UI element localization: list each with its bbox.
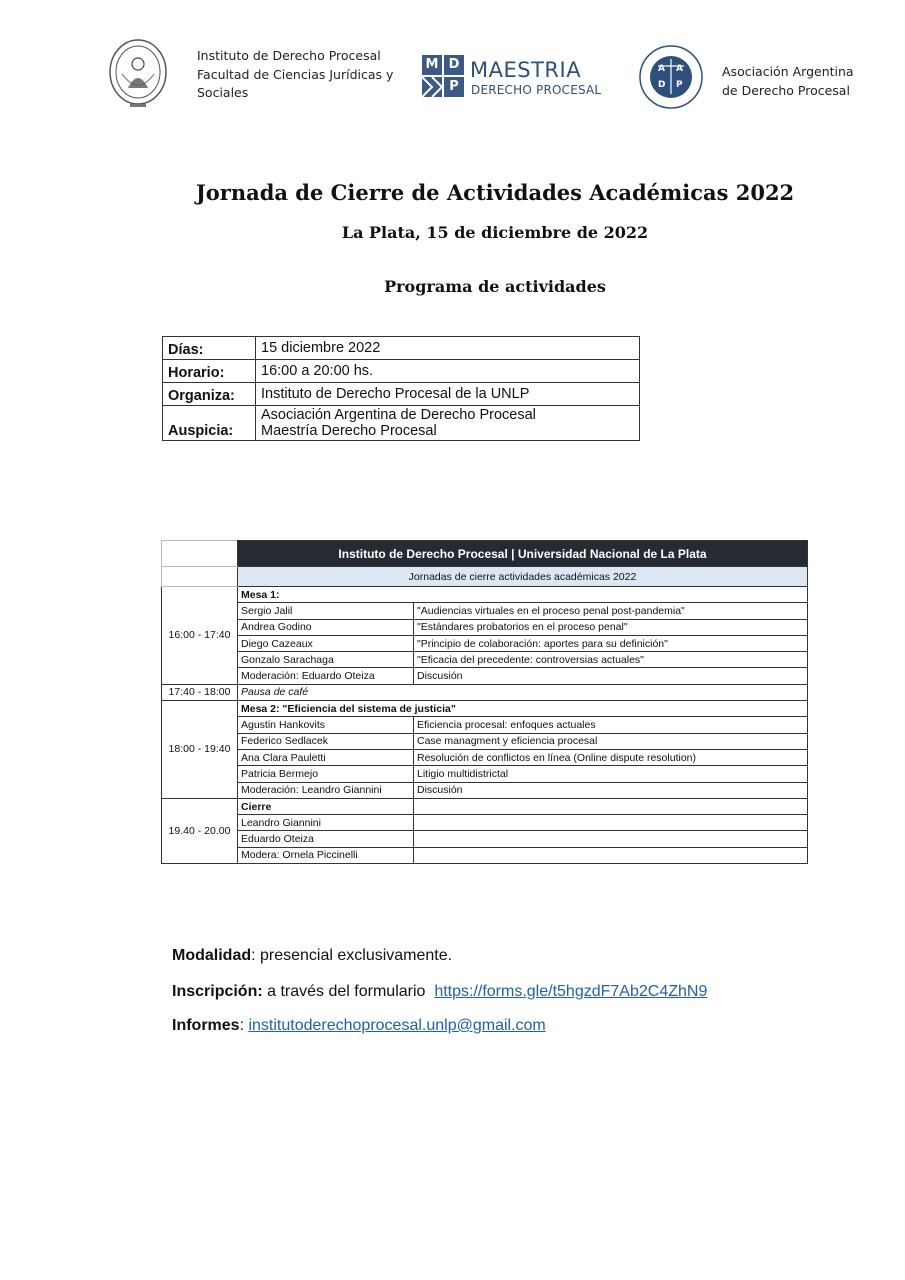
speaker: Patricia Bermejo bbox=[238, 766, 414, 782]
table-row bbox=[162, 766, 808, 782]
association-name: Asociación Argentina de Derecho Procesal bbox=[722, 64, 854, 98]
speaker: Modera: Ornela Piccinelli bbox=[238, 847, 414, 863]
speaker: Diego Cazeaux bbox=[238, 635, 414, 651]
empty-cell bbox=[162, 541, 238, 567]
inscripcion-label: Inscripción: bbox=[172, 983, 263, 1000]
institute-name: Instituto de Derecho Procesal Facultad de Ciencias Jurídicas y Sociales bbox=[197, 48, 394, 100]
page-title: Jornada de Cierre de Actividades Académicas 2022 bbox=[195, 180, 795, 205]
session-title: Mesa 1: bbox=[238, 587, 808, 603]
session-title: Cierre bbox=[238, 798, 414, 814]
table-row bbox=[162, 847, 808, 863]
table-row bbox=[162, 815, 808, 831]
info-row bbox=[163, 337, 640, 360]
seal-letter-p: P bbox=[676, 80, 683, 90]
topic bbox=[414, 831, 808, 847]
speaker: Leandro Giannini bbox=[238, 815, 414, 831]
info-row bbox=[163, 406, 640, 441]
informes-label: Informes bbox=[172, 1017, 240, 1034]
time-slot: 18:00 - 19:40 bbox=[162, 701, 238, 799]
logo-letter-p: P bbox=[444, 77, 464, 97]
speaker: Andrea Godino bbox=[238, 619, 414, 635]
topic: "Estándares probatorios en el proceso penal" bbox=[414, 619, 808, 635]
info-key: Horario: bbox=[163, 360, 256, 383]
topic: Eficiencia procesal: enfoques actuales bbox=[414, 717, 808, 733]
schedule-header: Instituto de Derecho Procesal | Universidad Nacional de La Plata bbox=[238, 541, 808, 567]
table-row bbox=[162, 652, 808, 668]
topic: Litigio multidistrictal bbox=[414, 766, 808, 782]
speaker: Agustin Hankovits bbox=[238, 717, 414, 733]
break-label: Pausa de café bbox=[238, 684, 808, 700]
logo-letter-d: D bbox=[444, 55, 464, 75]
table-row bbox=[162, 798, 808, 814]
time-slot: 17:40 - 18:00 bbox=[162, 684, 238, 700]
seal-letter-d: D bbox=[658, 80, 666, 90]
info-value bbox=[256, 406, 640, 441]
table-row bbox=[162, 603, 808, 619]
table-row bbox=[162, 717, 808, 733]
info-value: 15 diciembre 2022 bbox=[256, 337, 640, 360]
speaker: Gonzalo Sarachaga bbox=[238, 652, 414, 668]
schedule-subheader: Jornadas de cierre actividades académicas 2022 bbox=[238, 567, 808, 587]
event-info-table bbox=[162, 336, 640, 441]
table-row bbox=[162, 684, 808, 700]
table-row bbox=[162, 782, 808, 798]
time-slot: 16:00 - 17:40 bbox=[162, 587, 238, 685]
table-row bbox=[162, 619, 808, 635]
info-value: Instituto de Derecho Procesal de la UNLP bbox=[256, 383, 640, 406]
table-row bbox=[162, 635, 808, 651]
seal-letter-a2: A bbox=[676, 64, 683, 74]
sponsor-line: Maestría Derecho Procesal bbox=[261, 423, 437, 439]
topic: Discusión bbox=[414, 668, 808, 684]
speaker: Ana Clara Pauletti bbox=[238, 749, 414, 765]
topic bbox=[414, 798, 808, 814]
sponsor-line: Asociación Argentina de Derecho Procesal bbox=[261, 407, 536, 423]
speaker: Eduardo Oteiza bbox=[238, 831, 414, 847]
session-title: Mesa 2: "Eficiencia del sistema de justicia" bbox=[238, 701, 808, 717]
topic: "Eficacia del precedente: controversias actuales" bbox=[414, 652, 808, 668]
speaker: Federico Sedlacek bbox=[238, 733, 414, 749]
maestria-logo-mark bbox=[422, 55, 464, 97]
info-key: Organiza: bbox=[163, 383, 256, 406]
time-slot: 19.40 - 20.00 bbox=[162, 798, 238, 863]
inscripcion-text: a través del formulario bbox=[262, 983, 435, 1000]
table-row bbox=[162, 831, 808, 847]
maestria-wordmark: MAESTRIA bbox=[470, 58, 582, 82]
table-row bbox=[162, 733, 808, 749]
informes-line bbox=[172, 1017, 546, 1035]
table-row bbox=[162, 701, 808, 717]
info-key: Auspicia: bbox=[163, 406, 256, 441]
contact-email-link[interactable]: institutoderechoprocesal.unlp@gmail.com bbox=[248, 1017, 546, 1034]
page-subtitle: La Plata, 15 de diciembre de 2022 bbox=[341, 223, 649, 242]
registration-form-link[interactable]: https://forms.gle/t5hgzdF7Ab2C4ZhN9 bbox=[434, 983, 708, 1000]
schedule-table bbox=[161, 540, 808, 864]
inscripcion-line bbox=[172, 983, 707, 1001]
modalidad-label: Modalidad bbox=[172, 947, 252, 964]
informes-sep: : bbox=[239, 1017, 249, 1034]
topic bbox=[414, 815, 808, 831]
topic: "Principio de colaboración: aportes para su definición" bbox=[414, 635, 808, 651]
topic: "Audiencias virtuales en el proceso penal post-pandemia" bbox=[414, 603, 808, 619]
unlp-seal-logo bbox=[108, 38, 168, 110]
table-row bbox=[162, 668, 808, 684]
empty-cell bbox=[162, 567, 238, 587]
logo-letter-m: M bbox=[422, 55, 442, 75]
info-key: Días: bbox=[163, 337, 256, 360]
speaker: Sergio Jalil bbox=[238, 603, 414, 619]
modalidad-line bbox=[172, 947, 452, 965]
maestria-subtitle: DERECHO PROCESAL bbox=[471, 83, 602, 97]
logo-pattern-tile bbox=[422, 77, 442, 97]
topic: Resolución de conflictos en línea (Online dispute resolution) bbox=[414, 749, 808, 765]
info-value: 16:00 a 20:00 hs. bbox=[256, 360, 640, 383]
topic: Case managment y eficiencia procesal bbox=[414, 733, 808, 749]
program-heading: Programa de actividades bbox=[384, 277, 606, 296]
speaker: Moderación: Eduardo Oteiza bbox=[238, 668, 414, 684]
seal-letter-a1: A bbox=[658, 64, 665, 74]
table-row bbox=[162, 749, 808, 765]
info-row bbox=[163, 360, 640, 383]
speaker: Moderación: Leandro Giannini bbox=[238, 782, 414, 798]
info-row bbox=[163, 383, 640, 406]
topic: Discusión bbox=[414, 782, 808, 798]
table-row bbox=[162, 587, 808, 603]
modalidad-text: : presencial exclusivamente. bbox=[251, 947, 453, 964]
aadp-seal-logo bbox=[638, 44, 704, 110]
topic bbox=[414, 847, 808, 863]
